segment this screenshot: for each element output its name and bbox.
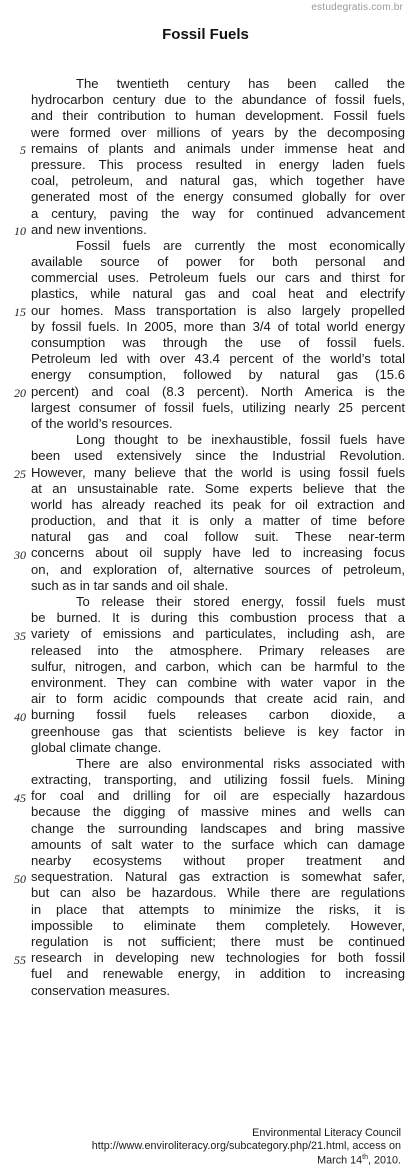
text-line: regulation is not sufficient; there must be continued: [31, 933, 405, 949]
text-line: released into the atmosphere. Primary releases are: [31, 642, 405, 658]
text-line: energy consumption, followed by natural gas (15.6: [31, 367, 405, 383]
text-line: in place that attempts to minimize the risks, it is: [31, 901, 405, 917]
text-line: been used extensively since the Industrial Revolution.: [31, 448, 405, 464]
text-line: However, many believe that the world is using fossil fuels: [31, 464, 405, 480]
text-line: on, and exploration of, alternative sources of petroleum,: [31, 561, 405, 577]
text-line: sequestration. Natural gas extraction is somewhat safer,: [31, 869, 405, 885]
text-line: commercial uses. Petroleum fuels our cars and thirst for: [31, 270, 405, 286]
text-line: and their contribution to human development. Fossil fuels: [31, 108, 405, 124]
text-line: for coal and drilling for oil are especially hazardous: [31, 788, 405, 804]
text-line: The twentieth century has been called the: [76, 76, 405, 91]
line-number: 30: [14, 547, 26, 562]
text-line: Long thought to be inexhaustible, fossil fuels have: [76, 432, 405, 448]
line-number: 5: [20, 142, 26, 157]
text-line: conservation measures.: [31, 982, 171, 998]
text-line: of the world’s resources.: [31, 415, 173, 431]
line-number: 25: [14, 466, 26, 481]
text-line: largest consumer of fossil fuels, utilizing nearly 25 percent: [31, 399, 405, 415]
text-line: remains of plants and animals under immense heat and: [31, 140, 405, 156]
line-number: 15: [14, 304, 26, 319]
text-line: amounts of salt water to the surface which can damage: [31, 836, 405, 852]
watermark: estudegratis.com.br: [311, 2, 403, 13]
text-line: sulfur, nitrogen, and carbon, which can be harmful to the: [31, 658, 405, 674]
text-line: available source of power for both personal and: [31, 254, 405, 270]
article-body: [31, 76, 405, 999]
text-line: variety of emissions and particulates, including ash, are: [31, 626, 405, 642]
text-line: burning fossil fuels releases carbon dioxide, a: [31, 707, 405, 723]
text-line: and new inventions.: [31, 221, 147, 237]
text-line: hydrocarbon century due to the abundance of fossil fuels,: [31, 92, 405, 108]
text-line: world has already reached its peak for oil extraction and: [31, 496, 405, 512]
line-number: 35: [14, 628, 26, 643]
source-date: March 14th, 2010.: [317, 1154, 401, 1167]
source-url: http://www.enviroliteracy.org/subcategory.php/21.html, access on: [91, 1139, 401, 1152]
text-line: production, and that it is only a matter of time before: [31, 513, 405, 529]
text-line: extracting, transporting, and utilizing fossil fuels. Mining: [31, 772, 405, 788]
text-line: environment. They can combine with water vapor in the: [31, 674, 405, 690]
line-number: 10: [14, 223, 26, 238]
line-number: 20: [14, 385, 26, 400]
source-author: Environmental Literacy Council: [252, 1127, 401, 1139]
text-line: our homes. Mass transportation is also largely propelled: [31, 302, 405, 318]
line-number: 50: [14, 871, 26, 886]
text-line: fuel and renewable energy, in addition to increasing: [31, 966, 405, 982]
text-line: natural gas and coal follow suit. These near-term: [31, 529, 405, 545]
text-line: consumption was through the use of fossil fuels.: [31, 335, 405, 350]
text-line: research in developing new technologies for both fossil: [31, 950, 405, 966]
text-line: air to form acidic compounds that create acid rain, and: [31, 691, 405, 707]
text-line: such as in tar sands and oil shale.: [31, 577, 229, 593]
line-number: 55: [14, 952, 26, 967]
text-line: greenhouse gas that scientists believe is key factor in: [31, 723, 405, 739]
text-line: There are also environmental risks associated with: [76, 755, 405, 771]
text-line: change the surrounding landscapes and bring massive: [31, 820, 405, 836]
text-line: but can also be hazardous. While there are regulations: [31, 885, 405, 901]
source-citation: [21, 1127, 401, 1167]
document-title: Fossil Fuels: [162, 26, 249, 43]
text-line: Fossil fuels are currently the most economically: [76, 237, 405, 253]
text-line: percent) and coal (8.3 percent). North America is the: [31, 383, 405, 399]
line-number: 45: [14, 790, 26, 805]
text-line: To release their stored energy, fossil fuels must: [76, 594, 405, 609]
text-line: global climate change.: [31, 739, 162, 755]
text-line: impossible to eliminate them completely. However,: [31, 917, 405, 933]
text-line: coal, petroleum, and natural gas, which together have: [31, 173, 405, 189]
text-line: because the digging of massive mines and wells can: [31, 804, 405, 820]
text-line: at an unsustainable rate. Some experts believe that the: [31, 480, 405, 496]
text-line: were formed over millions of years by the decomposing: [31, 124, 405, 140]
text-line: nearby ecosystems without proper treatment and: [31, 853, 405, 868]
line-number: 40: [14, 709, 26, 724]
text-line: Petroleum led with over 43.4 percent of the world’s total: [31, 351, 405, 367]
text-line: concerns about oil supply have led to increasing focus: [31, 545, 405, 561]
text-line: a century, paving the way for continued advancement: [31, 205, 405, 221]
text-line: pressure. This process resulted in energy laden fuels: [31, 156, 405, 172]
text-line: be burned. It is during this combustion process that a: [31, 610, 405, 626]
text-line: by fossil fuels. In 2005, more than 3/4 of total world energy: [31, 318, 405, 334]
text-line: generated most of the energy consumed globally for over: [31, 189, 405, 205]
text-line: plastics, while natural gas and coal heat and electrify: [31, 286, 405, 302]
